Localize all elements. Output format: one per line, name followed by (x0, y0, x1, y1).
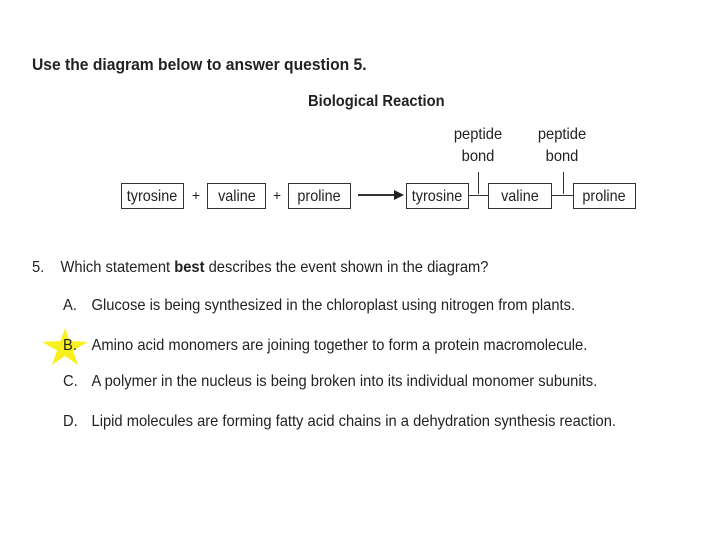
bond-label-line1: peptide (453, 126, 503, 143)
reaction-arrowhead (394, 190, 404, 200)
reactant-valine-box: valine (207, 183, 266, 209)
bond-label-line2: bond (545, 148, 579, 165)
option-text: A polymer in the nucleus is being broken into its individual monomer subunits. (91, 373, 598, 390)
product-valine-box: valine (488, 183, 552, 209)
peptide-bond-pointer-1 (478, 172, 479, 194)
peptide-bond-connector-2 (552, 195, 573, 196)
peptide-bond-connector-1 (469, 195, 488, 196)
option-text: Amino acid monomers are joining together to form a protein macromolecule. (91, 337, 588, 354)
peptide-bond-label-1 (446, 124, 510, 168)
bond-label-line2: bond (461, 148, 495, 165)
intro-instruction: Use the diagram below to answer question 5. (32, 55, 367, 74)
option-letter: D. (63, 413, 78, 430)
peptide-bond-label-2 (530, 124, 594, 168)
question-text-bold: best (174, 259, 205, 276)
bond-label-line1: peptide (537, 126, 587, 143)
option-a[interactable] (63, 297, 575, 315)
option-text: Lipid molecules are forming fatty acid chains in a dehydration synthesis reaction. (91, 413, 616, 430)
peptide-bond-pointer-2 (563, 172, 564, 194)
option-letter: C. (63, 373, 78, 390)
option-text: Glucose is being synthesized in the chloroplast using nitrogen from plants. (91, 297, 576, 314)
option-c[interactable] (63, 373, 597, 391)
product-proline-box: proline (573, 183, 636, 209)
question-text-after: describes the event shown in the diagram? (204, 259, 489, 276)
question-stem (32, 259, 488, 277)
option-b[interactable] (63, 337, 587, 355)
reaction-arrow-shaft (358, 194, 396, 196)
question-text-before: Which statement (60, 259, 175, 276)
diagram-title: Biological Reaction (308, 93, 445, 110)
option-letter: A. (63, 297, 77, 314)
product-tyrosine-box: tyrosine (406, 183, 469, 209)
question-number: 5. (32, 259, 45, 276)
plus-sign: + (272, 187, 282, 203)
plus-sign: + (191, 187, 201, 203)
reactant-tyrosine-box: tyrosine (121, 183, 184, 209)
reactant-proline-box: proline (288, 183, 351, 209)
option-letter: B. (63, 337, 77, 354)
option-d[interactable] (63, 413, 616, 431)
